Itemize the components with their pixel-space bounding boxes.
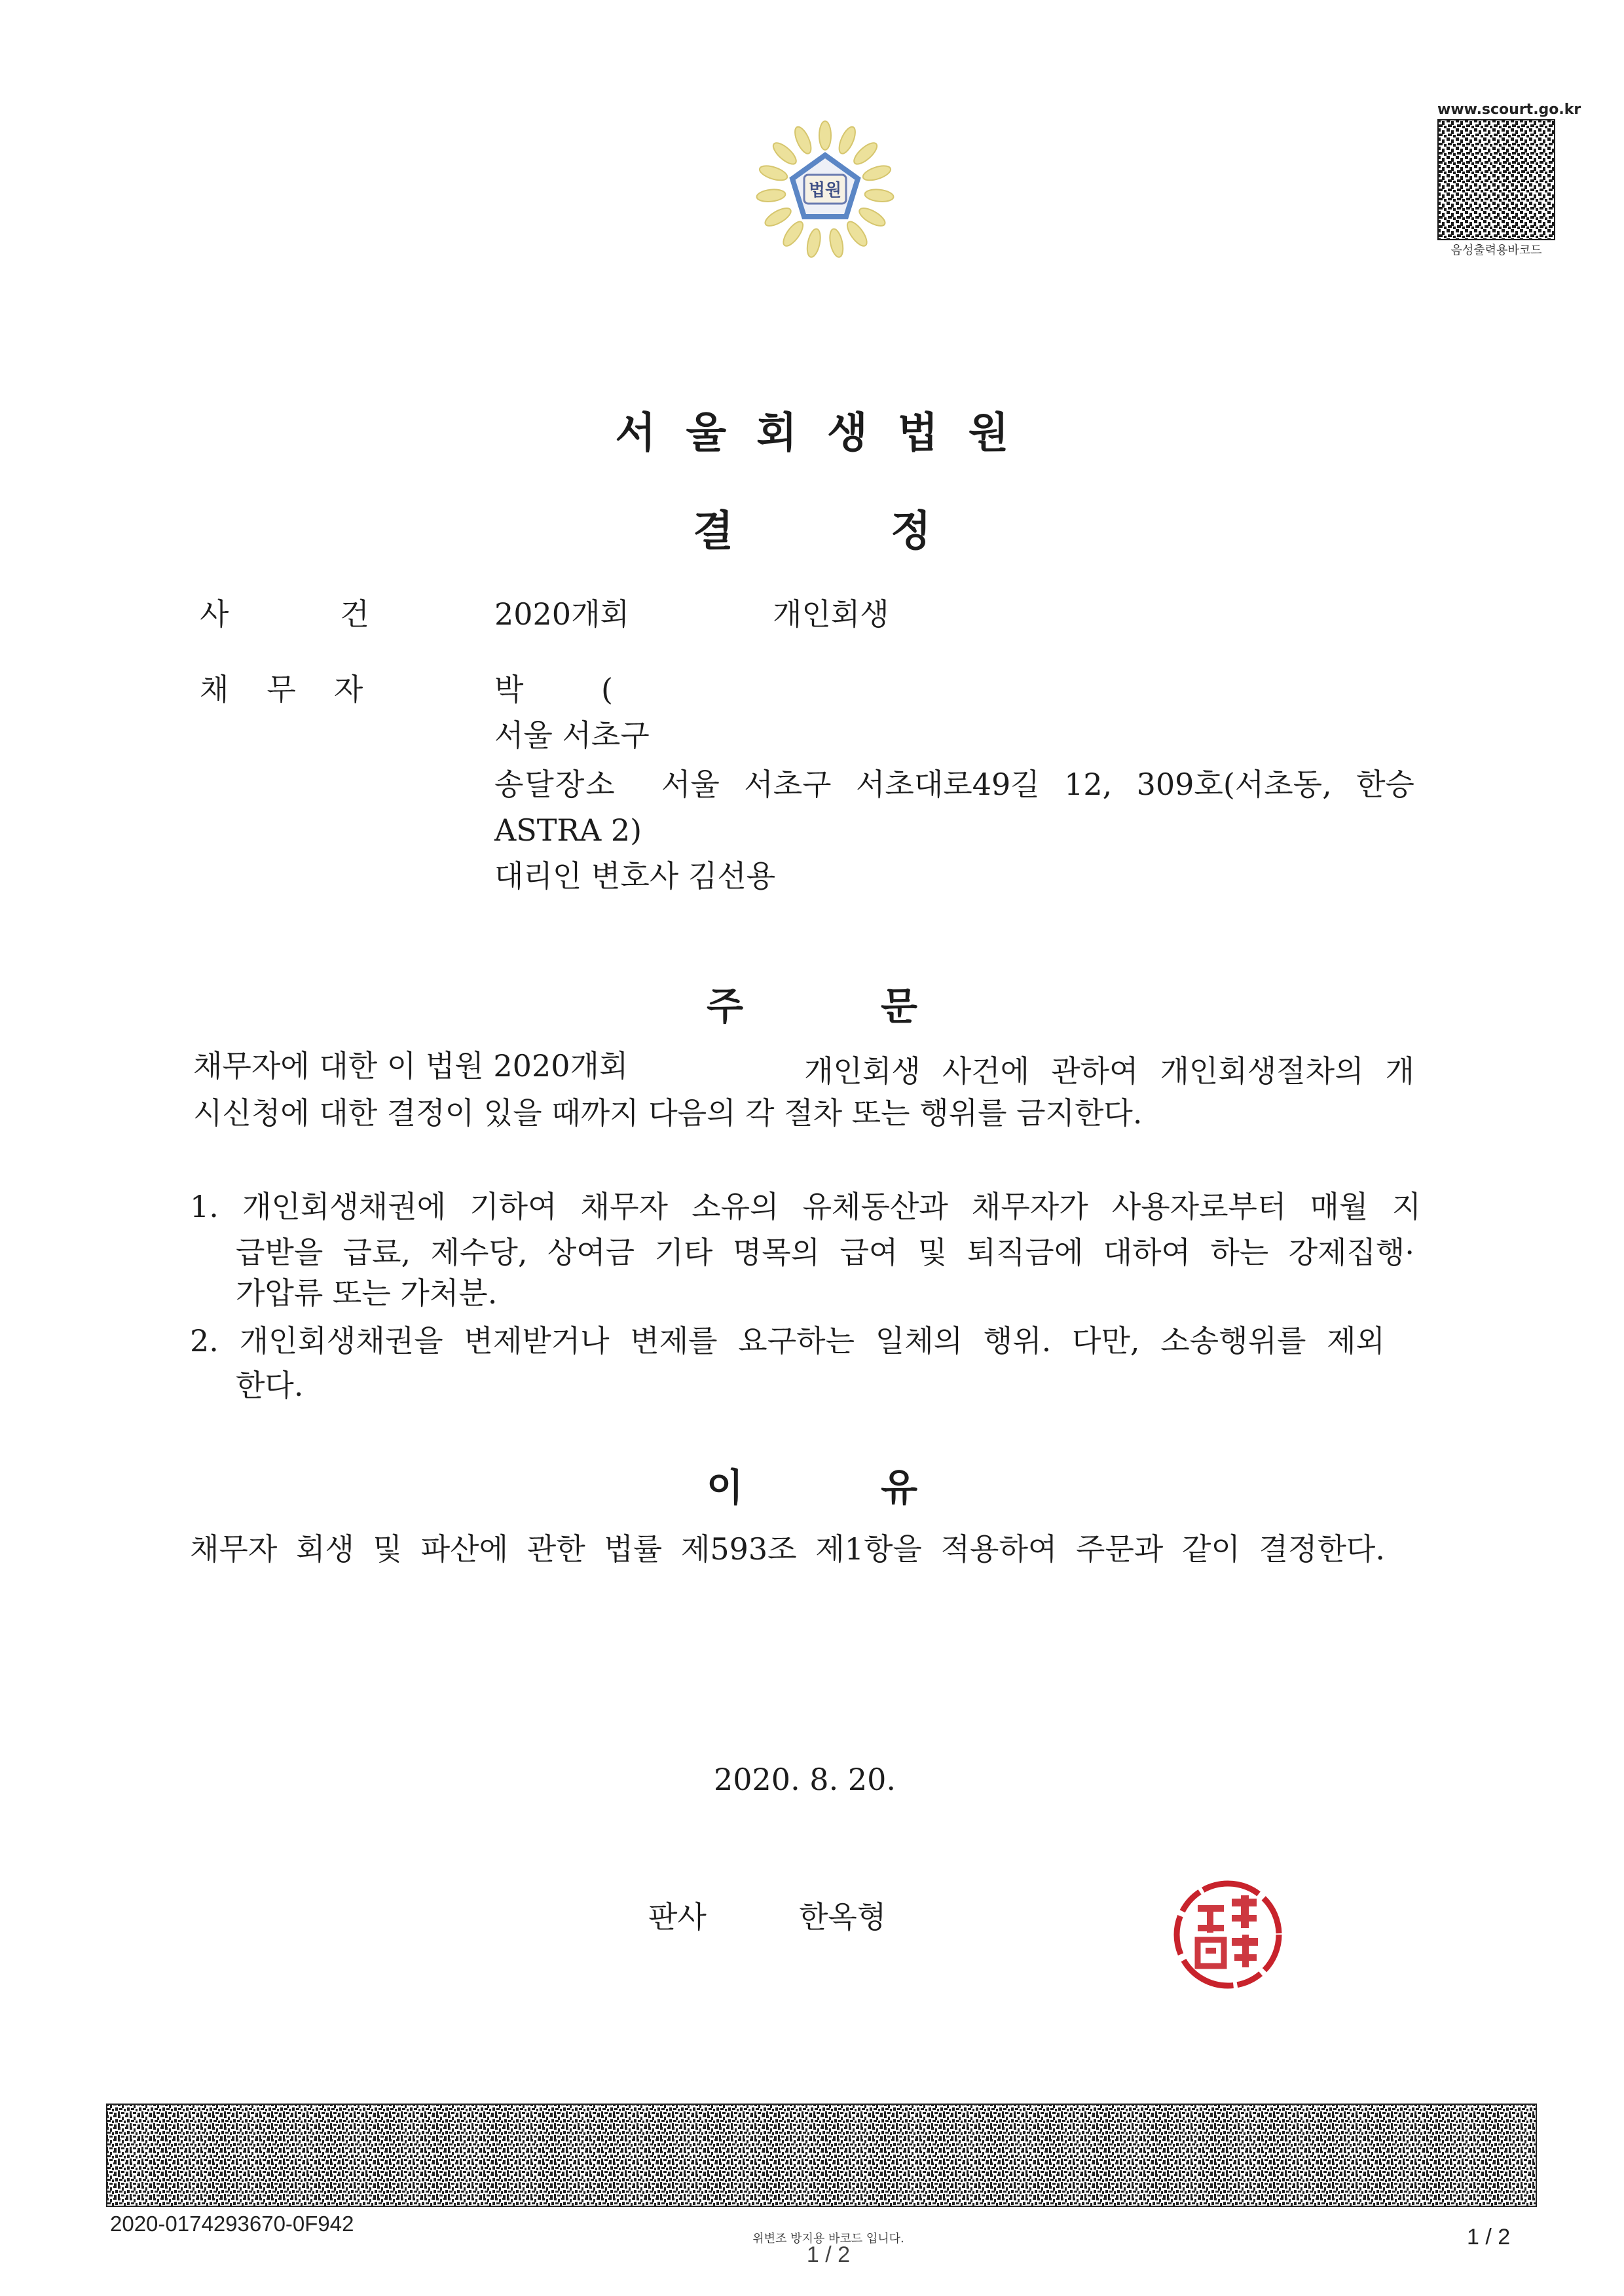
page-number-center: 1 / 2 [806,2242,851,2267]
order-item-1-line2: 급받을 급료, 제수당, 상여금 기타 명목의 급여 및 퇴직금에 대하여 하는 강제집행· [236,1235,1414,1270]
voice-barcode [1437,119,1555,240]
order-item-1-line1: 1. 개인회생채권에 기하여 채무자 소유의 유체동산과 채무자가 사용자로부터 매월 지 [190,1189,1421,1224]
order-item-1-line3: 가압류 또는 가처분. [236,1275,498,1311]
document-title: 결정 [693,507,1088,556]
service-address-line2: ASTRA 2) [494,812,642,848]
page-number-right: 1 / 2 [1467,2225,1511,2250]
debtor-name-paren: ( [601,672,613,707]
order-item-2-line2: 한다. [236,1368,304,1403]
reason-title: 이유 [706,1465,1056,1510]
court-emblem-graphic [747,115,904,265]
judge-name: 한옥형 [799,1899,887,1935]
barcode-note: 위변조 방지용 바코드 입니다. [752,2232,904,2246]
case-number: 2020개회 [494,596,629,632]
debtor-address: 서울 서초구 [494,718,650,753]
order-intro-b: 개인회생 사건에 관하여 개인회생절차의 개 [804,1053,1414,1089]
order-intro-line2: 시신청에 대한 결정이 있을 때까지 다음의 각 절차 또는 행위를 금지한다. [193,1095,1143,1131]
court-emblem [747,115,904,265]
emblem-text: 법원 [808,181,842,200]
order-item-2-line1: 2. 개인회생채권을 변제받거나 변제를 요구하는 일체의 행위. 다만, 소송행위를 제외 [190,1323,1385,1358]
decision-date: 2020. 8. 20. [714,1762,896,1797]
qr-url: www.scourt.go.kr [1437,101,1581,118]
case-label: 사건 [200,596,481,632]
judge-title: 판사 [648,1899,707,1935]
court-name: 서울회생법원 [615,409,1039,458]
reason-text: 채무자 회생 및 파산에 관한 법률 제593조 제1항을 적용하여 주문과 같이 결정한다. [190,1531,1385,1567]
order-title: 주문 [706,984,1056,1029]
order-intro-a: 채무자에 대한 이 법원 2020개회 [193,1048,629,1084]
document-code: 2020-0174293670-0F942 [110,2212,354,2236]
debtor-name: 박 [494,672,524,707]
debtor-agent: 대리인 변호사 김선용 [494,858,776,894]
case-type: 개인회생 [773,596,889,632]
service-label: 송달장소 [494,767,616,802]
debtor-label: 채무자 [200,672,401,707]
qr-caption: 음성출력용바코드 [1450,244,1542,257]
judge-seal [1169,1876,1287,1994]
anti-forgery-barcode [106,2104,1537,2207]
service-address-line1: 서울 서초구 서초대로49길 12, 309호(서초동, 한승 [661,767,1414,802]
